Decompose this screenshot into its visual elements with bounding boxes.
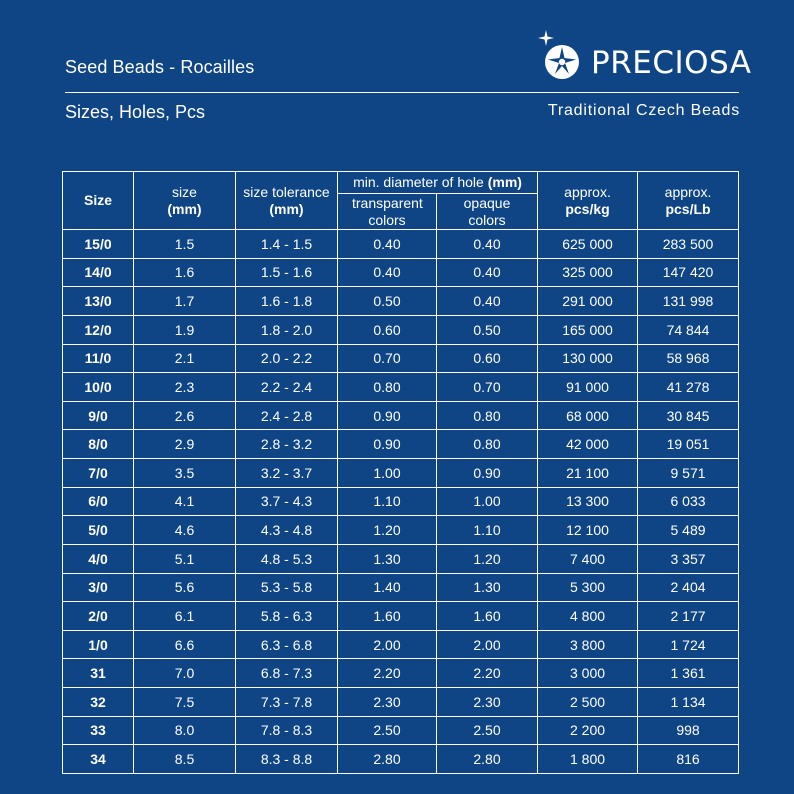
cell-size-mm: 8.0 [134, 716, 236, 745]
cell-pcs-lb: 5 489 [638, 516, 739, 545]
cell-size-mm: 1.5 [134, 230, 236, 259]
cell-transparent-hole: 0.80 [338, 373, 437, 402]
cell-size: 32 [63, 688, 134, 717]
cell-pcs-kg: 3 000 [538, 659, 638, 688]
brand-tagline: Traditional Czech Beads [547, 102, 740, 119]
cell-size-mm: 7.0 [134, 659, 236, 688]
cell-size: 9/0 [63, 401, 134, 430]
table-row [63, 401, 739, 430]
cell-opaque-hole: 0.80 [437, 430, 538, 459]
table-row [63, 258, 739, 287]
cell-pcs-kg: 7 400 [538, 544, 638, 573]
cell-size: 7/0 [63, 459, 134, 488]
cell-size-mm: 1.6 [134, 258, 236, 287]
seed-bead-size-table [62, 171, 739, 774]
cell-tolerance: 4.8 - 5.3 [236, 544, 338, 573]
cell-tolerance: 7.8 - 8.3 [236, 716, 338, 745]
cell-transparent-hole: 1.10 [338, 487, 437, 516]
cell-size-mm: 3.5 [134, 459, 236, 488]
cell-size: 3/0 [63, 573, 134, 602]
cell-transparent-hole: 0.40 [338, 230, 437, 259]
cell-transparent-hole: 2.20 [338, 659, 437, 688]
cell-size: 14/0 [63, 258, 134, 287]
page-subtitle: Sizes, Holes, Pcs [65, 102, 206, 122]
cell-pcs-kg: 291 000 [538, 287, 638, 316]
table-body [63, 230, 739, 774]
cell-pcs-lb: 9 571 [638, 459, 739, 488]
header-size-mm [134, 172, 236, 230]
cell-size: 31 [63, 659, 134, 688]
cell-pcs-kg: 42 000 [538, 430, 638, 459]
header-transparent: transparent colors [338, 194, 437, 230]
table-row [63, 630, 739, 659]
cell-pcs-kg: 2 500 [538, 688, 638, 717]
cell-opaque-hole: 0.50 [437, 315, 538, 344]
table-row [63, 688, 739, 717]
cell-size-mm: 2.3 [134, 373, 236, 402]
cell-transparent-hole: 2.80 [338, 745, 437, 774]
cell-tolerance: 5.3 - 5.8 [236, 573, 338, 602]
cell-opaque-hole: 0.40 [437, 287, 538, 316]
header-pcs-lb [638, 172, 739, 230]
table-row [63, 373, 739, 402]
table-row [63, 459, 739, 488]
cell-size: 34 [63, 745, 134, 774]
cell-tolerance: 1.8 - 2.0 [236, 315, 338, 344]
cell-pcs-kg: 1 800 [538, 745, 638, 774]
cell-opaque-hole: 2.00 [437, 630, 538, 659]
cell-transparent-hole: 1.20 [338, 516, 437, 545]
cell-size-mm: 8.5 [134, 745, 236, 774]
cell-pcs-kg: 2 200 [538, 716, 638, 745]
cell-pcs-lb: 58 968 [638, 344, 739, 373]
cell-pcs-kg: 625 000 [538, 230, 638, 259]
header-tolerance-label: size tolerance [243, 184, 330, 201]
cell-pcs-kg: 12 100 [538, 516, 638, 545]
cell-size: 8/0 [63, 430, 134, 459]
cell-transparent-hole: 0.50 [338, 287, 437, 316]
cell-transparent-hole: 2.50 [338, 716, 437, 745]
header-hole-diameter [338, 172, 538, 194]
cell-opaque-hole: 2.50 [437, 716, 538, 745]
header-opaque: opaque colors [437, 194, 538, 230]
cell-size-mm: 2.6 [134, 401, 236, 430]
cell-size: 33 [63, 716, 134, 745]
cell-size: 10/0 [63, 373, 134, 402]
table-row [63, 659, 739, 688]
cell-pcs-lb: 998 [638, 716, 739, 745]
header-tolerance [236, 172, 338, 230]
cell-tolerance: 5.8 - 6.3 [236, 602, 338, 631]
cell-pcs-kg: 130 000 [538, 344, 638, 373]
cell-size: 2/0 [63, 602, 134, 631]
header-pcs-lb-label: approx. [664, 184, 712, 201]
cell-opaque-hole: 1.00 [437, 487, 538, 516]
cell-pcs-lb: 3 357 [638, 544, 739, 573]
cell-tolerance: 2.4 - 2.8 [236, 401, 338, 430]
header-size: Size [63, 172, 134, 230]
cell-pcs-lb: 1 724 [638, 630, 739, 659]
cell-pcs-lb: 2 177 [638, 602, 739, 631]
cell-transparent-hole: 1.40 [338, 573, 437, 602]
cell-opaque-hole: 0.60 [437, 344, 538, 373]
cell-pcs-kg: 21 100 [538, 459, 638, 488]
cell-pcs-lb: 283 500 [638, 230, 739, 259]
cell-transparent-hole: 1.00 [338, 459, 437, 488]
table-row [63, 487, 739, 516]
header-hole-unit: (mm) [487, 174, 522, 191]
table-row [63, 573, 739, 602]
table-row [63, 516, 739, 545]
page-title: Seed Beads - Rocailles [65, 57, 255, 77]
cell-size-mm: 1.9 [134, 315, 236, 344]
cell-size: 6/0 [63, 487, 134, 516]
table-row [63, 315, 739, 344]
cell-pcs-lb: 1 134 [638, 688, 739, 717]
cell-size-mm: 4.6 [134, 516, 236, 545]
cell-pcs-kg: 325 000 [538, 258, 638, 287]
header-divider [65, 92, 739, 93]
cell-pcs-lb: 816 [638, 745, 739, 774]
cell-opaque-hole: 0.40 [437, 258, 538, 287]
cell-size-mm: 2.9 [134, 430, 236, 459]
cell-transparent-hole: 0.40 [338, 258, 437, 287]
cell-tolerance: 2.0 - 2.2 [236, 344, 338, 373]
cell-transparent-hole: 0.90 [338, 430, 437, 459]
header-pcs-kg [538, 172, 638, 230]
cell-size: 1/0 [63, 630, 134, 659]
cell-tolerance: 6.3 - 6.8 [236, 630, 338, 659]
cell-pcs-lb: 2 404 [638, 573, 739, 602]
cell-tolerance: 7.3 - 7.8 [236, 688, 338, 717]
cell-tolerance: 2.8 - 3.2 [236, 430, 338, 459]
cell-transparent-hole: 2.30 [338, 688, 437, 717]
table-row [63, 716, 739, 745]
cell-transparent-hole: 1.60 [338, 602, 437, 631]
table-row [63, 344, 739, 373]
cell-size: 13/0 [63, 287, 134, 316]
cell-opaque-hole: 2.30 [437, 688, 538, 717]
cell-opaque-hole: 1.30 [437, 573, 538, 602]
table-row [63, 544, 739, 573]
header-tolerance-unit: (mm) [269, 200, 304, 217]
cell-transparent-hole: 1.30 [338, 544, 437, 573]
header-size-mm-unit: (mm) [167, 200, 202, 217]
cell-opaque-hole: 2.80 [437, 745, 538, 774]
cell-size-mm: 6.1 [134, 602, 236, 631]
cell-size: 15/0 [63, 230, 134, 259]
cell-size: 5/0 [63, 516, 134, 545]
cell-size: 11/0 [63, 344, 134, 373]
header-pcs-kg-label: approx. [564, 184, 611, 201]
cell-tolerance: 3.7 - 4.3 [236, 487, 338, 516]
cell-pcs-lb: 147 420 [638, 258, 739, 287]
cell-pcs-lb: 6 033 [638, 487, 739, 516]
cell-tolerance: 1.5 - 1.6 [236, 258, 338, 287]
header-size-mm-label: size [172, 184, 197, 201]
brand-logo-text: PRECIOSA [591, 45, 752, 81]
cell-pcs-kg: 13 300 [538, 487, 638, 516]
table-row [63, 430, 739, 459]
table-row [63, 602, 739, 631]
cell-pcs-lb: 74 844 [638, 315, 739, 344]
header-hole-label: min. diameter of hole [353, 174, 484, 191]
cell-opaque-hole: 1.20 [437, 544, 538, 573]
cell-size-mm: 4.1 [134, 487, 236, 516]
cell-pcs-kg: 68 000 [538, 401, 638, 430]
cell-tolerance: 1.6 - 1.8 [236, 287, 338, 316]
cell-transparent-hole: 0.60 [338, 315, 437, 344]
header-pcs-lb-unit: pcs/Lb [665, 200, 711, 217]
cell-pcs-kg: 91 000 [538, 373, 638, 402]
cell-size-mm: 5.1 [134, 544, 236, 573]
cell-size-mm: 6.6 [134, 630, 236, 659]
cell-pcs-lb: 1 361 [638, 659, 739, 688]
cell-pcs-lb: 41 278 [638, 373, 739, 402]
cell-size-mm: 5.6 [134, 573, 236, 602]
cell-size: 4/0 [63, 544, 134, 573]
cell-size-mm: 1.7 [134, 287, 236, 316]
cell-size: 12/0 [63, 315, 134, 344]
cell-pcs-kg: 5 300 [538, 573, 638, 602]
table-row [63, 745, 739, 774]
cell-pcs-lb: 19 051 [638, 430, 739, 459]
cell-opaque-hole: 0.80 [437, 401, 538, 430]
cell-opaque-hole: 0.90 [437, 459, 538, 488]
cell-pcs-kg: 3 800 [538, 630, 638, 659]
cell-opaque-hole: 0.70 [437, 373, 538, 402]
cell-pcs-kg: 4 800 [538, 602, 638, 631]
cell-opaque-hole: 0.40 [437, 230, 538, 259]
table-row [63, 287, 739, 316]
cell-transparent-hole: 2.00 [338, 630, 437, 659]
cell-tolerance: 3.2 - 3.7 [236, 459, 338, 488]
cell-opaque-hole: 1.10 [437, 516, 538, 545]
cell-transparent-hole: 0.70 [338, 344, 437, 373]
cell-transparent-hole: 0.90 [338, 401, 437, 430]
cell-pcs-lb: 131 998 [638, 287, 739, 316]
cell-tolerance: 4.3 - 4.8 [236, 516, 338, 545]
table-row [63, 230, 739, 259]
cell-size-mm: 7.5 [134, 688, 236, 717]
cell-opaque-hole: 2.20 [437, 659, 538, 688]
cell-size-mm: 2.1 [134, 344, 236, 373]
cell-tolerance: 2.2 - 2.4 [236, 373, 338, 402]
cell-tolerance: 1.4 - 1.5 [236, 230, 338, 259]
cell-tolerance: 8.3 - 8.8 [236, 745, 338, 774]
cell-opaque-hole: 1.60 [437, 602, 538, 631]
cell-pcs-kg: 165 000 [538, 315, 638, 344]
cell-tolerance: 6.8 - 7.3 [236, 659, 338, 688]
cell-pcs-lb: 30 845 [638, 401, 739, 430]
header-pcs-kg-unit: pcs/kg [565, 200, 610, 217]
